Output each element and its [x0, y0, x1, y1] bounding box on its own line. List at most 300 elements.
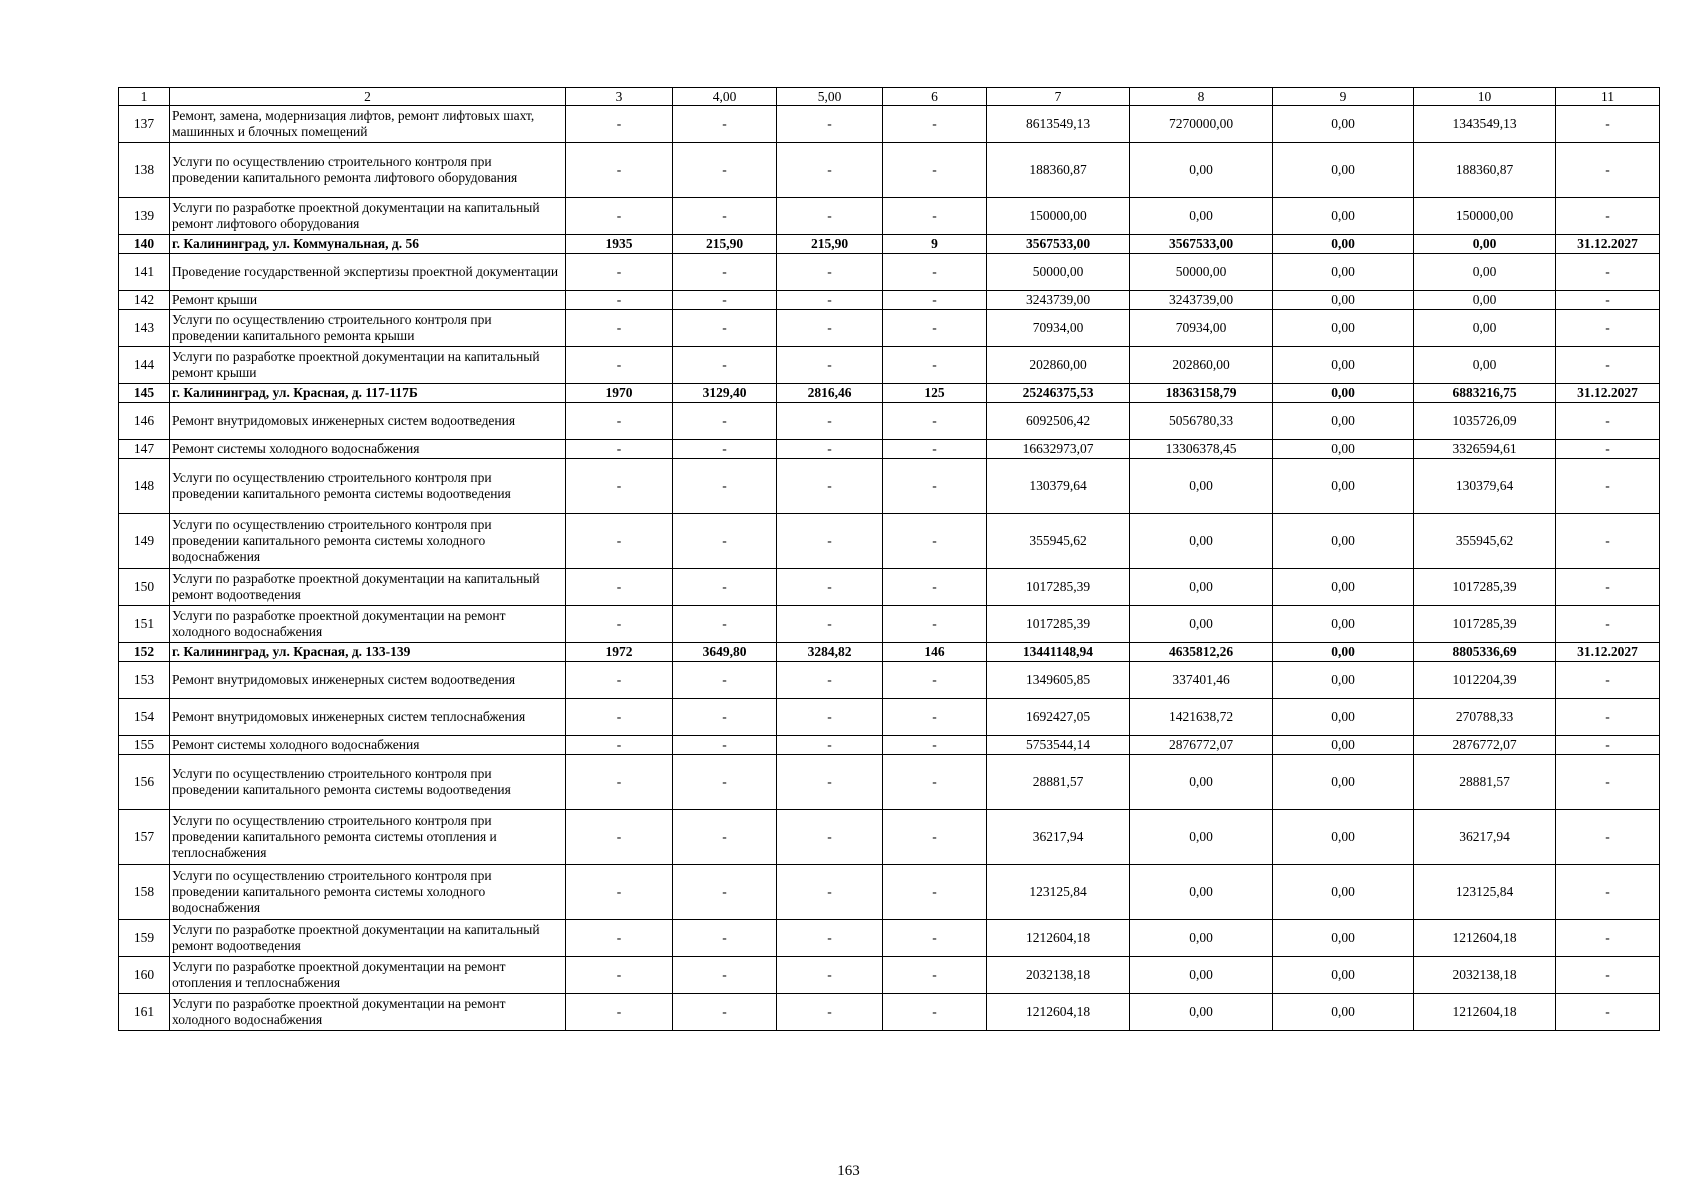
- row-number: 153: [119, 662, 170, 699]
- col-7-value: 3243739,00: [987, 291, 1130, 310]
- col-11-value: -: [1556, 310, 1660, 347]
- col-10-value: 1017285,39: [1414, 569, 1556, 606]
- header-col-3: 3: [566, 88, 673, 106]
- col-5-value: -: [777, 569, 883, 606]
- col-3-value: -: [566, 569, 673, 606]
- col-7-value: 1017285,39: [987, 569, 1130, 606]
- col-3-value: -: [566, 347, 673, 384]
- work-description: Ремонт внутридомовых инженерных систем водоотведения: [170, 662, 566, 699]
- work-description: г. Калининград, ул. Красная, д. 133-139: [170, 643, 566, 662]
- header-col-5: 5,00: [777, 88, 883, 106]
- col-9-value: 0,00: [1273, 347, 1414, 384]
- col-11-value: -: [1556, 810, 1660, 865]
- col-9-value: 0,00: [1273, 384, 1414, 403]
- work-description: Услуги по осуществлению строительного контроля при проведении капитального ремонта лифтового оборудования: [170, 143, 566, 198]
- col-11-value: -: [1556, 994, 1660, 1031]
- col-8-value: 0,00: [1130, 514, 1273, 569]
- col-5-value: -: [777, 514, 883, 569]
- address-row: [119, 384, 1660, 403]
- col-7-value: 3567533,00: [987, 235, 1130, 254]
- col-4-value: -: [673, 699, 777, 736]
- col-3-value: -: [566, 198, 673, 235]
- col-8-value: 0,00: [1130, 459, 1273, 514]
- row-number: 140: [119, 235, 170, 254]
- col-3-value: -: [566, 994, 673, 1031]
- col-6-value: -: [883, 920, 987, 957]
- row-number: 151: [119, 606, 170, 643]
- col-4-value: -: [673, 569, 777, 606]
- table-row: [119, 440, 1660, 459]
- col-4-value: -: [673, 291, 777, 310]
- col-7-value: 8613549,13: [987, 106, 1130, 143]
- col-11-value: -: [1556, 198, 1660, 235]
- col-10-value: 0,00: [1414, 347, 1556, 384]
- col-8-value: 0,00: [1130, 755, 1273, 810]
- row-number: 152: [119, 643, 170, 662]
- col-5-value: -: [777, 957, 883, 994]
- col-3-value: -: [566, 920, 673, 957]
- header-col-10: 10: [1414, 88, 1556, 106]
- col-9-value: 0,00: [1273, 403, 1414, 440]
- col-8-value: 3567533,00: [1130, 235, 1273, 254]
- col-10-value: 1017285,39: [1414, 606, 1556, 643]
- col-8-value: 70934,00: [1130, 310, 1273, 347]
- col-7-value: 5753544,14: [987, 736, 1130, 755]
- col-9-value: 0,00: [1273, 291, 1414, 310]
- header-col-1: 1: [119, 88, 170, 106]
- col-4-value: -: [673, 403, 777, 440]
- col-11-value: -: [1556, 143, 1660, 198]
- col-8-value: 0,00: [1130, 606, 1273, 643]
- table-body: [119, 106, 1660, 1031]
- col-8-value: 5056780,33: [1130, 403, 1273, 440]
- col-5-value: -: [777, 347, 883, 384]
- col-7-value: 2032138,18: [987, 957, 1130, 994]
- row-number: 146: [119, 403, 170, 440]
- row-number: 145: [119, 384, 170, 403]
- col-11-value: -: [1556, 569, 1660, 606]
- col-6-value: -: [883, 994, 987, 1031]
- col-7-value: 36217,94: [987, 810, 1130, 865]
- col-7-value: 123125,84: [987, 865, 1130, 920]
- col-9-value: 0,00: [1273, 606, 1414, 643]
- col-6-value: -: [883, 403, 987, 440]
- col-10-value: 0,00: [1414, 254, 1556, 291]
- row-number: 148: [119, 459, 170, 514]
- work-description: Услуги по осуществлению строительного контроля при проведении капитального ремонта системы холодного водоснабжения: [170, 865, 566, 920]
- col-4-value: -: [673, 198, 777, 235]
- row-number: 149: [119, 514, 170, 569]
- col-3-value: -: [566, 514, 673, 569]
- col-9-value: 0,00: [1273, 569, 1414, 606]
- col-9-value: 0,00: [1273, 459, 1414, 514]
- col-5-value: -: [777, 440, 883, 459]
- col-9-value: 0,00: [1273, 662, 1414, 699]
- col-11-value: -: [1556, 755, 1660, 810]
- work-description: Ремонт системы холодного водоснабжения: [170, 736, 566, 755]
- work-description: Ремонт, замена, модернизация лифтов, ремонт лифтовых шахт, машинных и блочных помещений: [170, 106, 566, 143]
- col-10-value: 1212604,18: [1414, 920, 1556, 957]
- col-8-value: 202860,00: [1130, 347, 1273, 384]
- col-9-value: 0,00: [1273, 235, 1414, 254]
- col-8-value: 1421638,72: [1130, 699, 1273, 736]
- col-6-value: -: [883, 143, 987, 198]
- col-3-value: 1970: [566, 384, 673, 403]
- col-6-value: -: [883, 198, 987, 235]
- col-3-value: -: [566, 755, 673, 810]
- col-3-value: -: [566, 310, 673, 347]
- col-8-value: 0,00: [1130, 865, 1273, 920]
- col-5-value: -: [777, 143, 883, 198]
- col-4-value: -: [673, 143, 777, 198]
- col-10-value: 188360,87: [1414, 143, 1556, 198]
- col-7-value: 150000,00: [987, 198, 1130, 235]
- row-number: 158: [119, 865, 170, 920]
- col-6-value: -: [883, 254, 987, 291]
- col-11-value: -: [1556, 957, 1660, 994]
- col-10-value: 2032138,18: [1414, 957, 1556, 994]
- col-4-value: -: [673, 254, 777, 291]
- col-6-value: -: [883, 459, 987, 514]
- col-5-value: -: [777, 310, 883, 347]
- table-row: [119, 347, 1660, 384]
- col-10-value: 8805336,69: [1414, 643, 1556, 662]
- col-3-value: -: [566, 440, 673, 459]
- col-4-value: -: [673, 514, 777, 569]
- col-6-value: -: [883, 291, 987, 310]
- col-3-value: -: [566, 459, 673, 514]
- address-row: [119, 643, 1660, 662]
- col-4-value: -: [673, 920, 777, 957]
- col-7-value: 202860,00: [987, 347, 1130, 384]
- row-number: 137: [119, 106, 170, 143]
- col-9-value: 0,00: [1273, 699, 1414, 736]
- col-7-value: 70934,00: [987, 310, 1130, 347]
- work-description: Проведение государственной экспертизы проектной документации: [170, 254, 566, 291]
- table-header-row: [119, 88, 1660, 106]
- col-8-value: 0,00: [1130, 198, 1273, 235]
- col-7-value: 25246375,53: [987, 384, 1130, 403]
- col-4-value: -: [673, 957, 777, 994]
- col-7-value: 16632973,07: [987, 440, 1130, 459]
- table-row: [119, 810, 1660, 865]
- work-description: г. Калининград, ул. Красная, д. 117-117Б: [170, 384, 566, 403]
- col-8-value: 50000,00: [1130, 254, 1273, 291]
- col-3-value: -: [566, 606, 673, 643]
- work-description: Услуги по разработке проектной документации на ремонт холодного водоснабжения: [170, 606, 566, 643]
- header-col-6: 6: [883, 88, 987, 106]
- col-10-value: 0,00: [1414, 291, 1556, 310]
- col-6-value: -: [883, 755, 987, 810]
- table-row: [119, 606, 1660, 643]
- col-11-value: -: [1556, 920, 1660, 957]
- col-7-value: 28881,57: [987, 755, 1130, 810]
- header-col-8: 8: [1130, 88, 1273, 106]
- col-5-value: 2816,46: [777, 384, 883, 403]
- col-7-value: 50000,00: [987, 254, 1130, 291]
- col-3-value: -: [566, 403, 673, 440]
- col-8-value: 4635812,26: [1130, 643, 1273, 662]
- col-10-value: 150000,00: [1414, 198, 1556, 235]
- col-11-value: -: [1556, 106, 1660, 143]
- table-row: [119, 198, 1660, 235]
- header-col-9: 9: [1273, 88, 1414, 106]
- col-5-value: -: [777, 291, 883, 310]
- col-3-value: -: [566, 662, 673, 699]
- col-5-value: 3284,82: [777, 643, 883, 662]
- col-11-value: -: [1556, 459, 1660, 514]
- col-10-value: 36217,94: [1414, 810, 1556, 865]
- col-8-value: 0,00: [1130, 810, 1273, 865]
- work-description: Услуги по разработке проектной документации на ремонт отопления и теплоснабжения: [170, 957, 566, 994]
- col-8-value: 7270000,00: [1130, 106, 1273, 143]
- table-row: [119, 143, 1660, 198]
- col-4-value: -: [673, 810, 777, 865]
- col-7-value: 355945,62: [987, 514, 1130, 569]
- col-4-value: -: [673, 347, 777, 384]
- col-3-value: 1972: [566, 643, 673, 662]
- col-9-value: 0,00: [1273, 106, 1414, 143]
- table-row: [119, 920, 1660, 957]
- col-3-value: -: [566, 106, 673, 143]
- col-9-value: 0,00: [1273, 643, 1414, 662]
- col-3-value: -: [566, 291, 673, 310]
- row-number: 144: [119, 347, 170, 384]
- col-11-value: -: [1556, 254, 1660, 291]
- col-4-value: 3129,40: [673, 384, 777, 403]
- work-description: Услуги по осуществлению строительного контроля при проведении капитального ремонта системы холодного водоснабжения: [170, 514, 566, 569]
- col-10-value: 1343549,13: [1414, 106, 1556, 143]
- row-number: 159: [119, 920, 170, 957]
- row-number: 155: [119, 736, 170, 755]
- col-7-value: 130379,64: [987, 459, 1130, 514]
- col-5-value: -: [777, 606, 883, 643]
- col-5-value: -: [777, 699, 883, 736]
- col-11-value: 31.12.2027: [1556, 384, 1660, 403]
- col-7-value: 1349605,85: [987, 662, 1130, 699]
- work-description: Услуги по осуществлению строительного контроля при проведении капитального ремонта системы водоотведения: [170, 755, 566, 810]
- address-row: [119, 235, 1660, 254]
- col-10-value: 3326594,61: [1414, 440, 1556, 459]
- table-row: [119, 662, 1660, 699]
- col-6-value: -: [883, 569, 987, 606]
- work-description: Услуги по разработке проектной документации на капитальный ремонт крыши: [170, 347, 566, 384]
- row-number: 161: [119, 994, 170, 1031]
- col-3-value: -: [566, 957, 673, 994]
- col-8-value: 0,00: [1130, 957, 1273, 994]
- col-5-value: -: [777, 198, 883, 235]
- header-col-11: 11: [1556, 88, 1660, 106]
- col-8-value: 13306378,45: [1130, 440, 1273, 459]
- col-5-value: -: [777, 662, 883, 699]
- col-3-value: -: [566, 736, 673, 755]
- col-9-value: 0,00: [1273, 755, 1414, 810]
- col-8-value: 18363158,79: [1130, 384, 1273, 403]
- row-number: 138: [119, 143, 170, 198]
- row-number: 141: [119, 254, 170, 291]
- col-4-value: -: [673, 459, 777, 514]
- header-col-7: 7: [987, 88, 1130, 106]
- col-9-value: 0,00: [1273, 514, 1414, 569]
- col-3-value: -: [566, 254, 673, 291]
- work-description: Услуги по осуществлению строительного контроля при проведении капитального ремонта крыши: [170, 310, 566, 347]
- document-sheet: [118, 87, 1659, 1031]
- col-7-value: 1212604,18: [987, 994, 1130, 1031]
- table-row: [119, 569, 1660, 606]
- col-10-value: 1035726,09: [1414, 403, 1556, 440]
- col-3-value: -: [566, 143, 673, 198]
- work-description: Услуги по разработке проектной документации на капитальный ремонт водоотведения: [170, 920, 566, 957]
- col-8-value: 3243739,00: [1130, 291, 1273, 310]
- col-6-value: -: [883, 310, 987, 347]
- col-7-value: 13441148,94: [987, 643, 1130, 662]
- col-6-value: -: [883, 865, 987, 920]
- col-7-value: 1692427,05: [987, 699, 1130, 736]
- col-3-value: -: [566, 865, 673, 920]
- col-4-value: 3649,80: [673, 643, 777, 662]
- row-number: 143: [119, 310, 170, 347]
- row-number: 147: [119, 440, 170, 459]
- col-5-value: -: [777, 736, 883, 755]
- col-4-value: 215,90: [673, 235, 777, 254]
- table-row: [119, 459, 1660, 514]
- col-6-value: 125: [883, 384, 987, 403]
- col-7-value: 188360,87: [987, 143, 1130, 198]
- col-10-value: 123125,84: [1414, 865, 1556, 920]
- row-number: 139: [119, 198, 170, 235]
- col-11-value: 31.12.2027: [1556, 643, 1660, 662]
- col-11-value: -: [1556, 736, 1660, 755]
- col-5-value: 215,90: [777, 235, 883, 254]
- col-10-value: 1012204,39: [1414, 662, 1556, 699]
- col-6-value: -: [883, 514, 987, 569]
- col-11-value: -: [1556, 347, 1660, 384]
- col-3-value: -: [566, 699, 673, 736]
- col-6-value: 9: [883, 235, 987, 254]
- col-6-value: -: [883, 347, 987, 384]
- repair-program-table: [118, 87, 1660, 1031]
- col-5-value: -: [777, 920, 883, 957]
- table-row: [119, 994, 1660, 1031]
- work-description: Услуги по осуществлению строительного контроля при проведении капитального ремонта системы водоотведения: [170, 459, 566, 514]
- col-10-value: 2876772,07: [1414, 736, 1556, 755]
- col-4-value: -: [673, 606, 777, 643]
- col-8-value: 2876772,07: [1130, 736, 1273, 755]
- col-9-value: 0,00: [1273, 254, 1414, 291]
- col-7-value: 1017285,39: [987, 606, 1130, 643]
- row-number: 156: [119, 755, 170, 810]
- row-number: 142: [119, 291, 170, 310]
- col-11-value: -: [1556, 440, 1660, 459]
- col-4-value: -: [673, 440, 777, 459]
- col-8-value: 0,00: [1130, 994, 1273, 1031]
- col-9-value: 0,00: [1273, 143, 1414, 198]
- col-6-value: -: [883, 957, 987, 994]
- work-description: Ремонт внутридомовых инженерных систем теплоснабжения: [170, 699, 566, 736]
- col-9-value: 0,00: [1273, 957, 1414, 994]
- table-row: [119, 755, 1660, 810]
- col-6-value: 146: [883, 643, 987, 662]
- col-9-value: 0,00: [1273, 810, 1414, 865]
- col-5-value: -: [777, 865, 883, 920]
- col-9-value: 0,00: [1273, 865, 1414, 920]
- col-8-value: 337401,46: [1130, 662, 1273, 699]
- col-11-value: -: [1556, 699, 1660, 736]
- col-3-value: -: [566, 810, 673, 865]
- col-6-value: -: [883, 810, 987, 865]
- col-10-value: 1212604,18: [1414, 994, 1556, 1031]
- col-10-value: 130379,64: [1414, 459, 1556, 514]
- col-9-value: 0,00: [1273, 994, 1414, 1031]
- col-9-value: 0,00: [1273, 736, 1414, 755]
- work-description: Ремонт системы холодного водоснабжения: [170, 440, 566, 459]
- col-10-value: 28881,57: [1414, 755, 1556, 810]
- header-col-2: 2: [170, 88, 566, 106]
- col-7-value: 1212604,18: [987, 920, 1130, 957]
- col-6-value: -: [883, 662, 987, 699]
- col-5-value: -: [777, 254, 883, 291]
- table-row: [119, 254, 1660, 291]
- col-6-value: -: [883, 106, 987, 143]
- col-5-value: -: [777, 994, 883, 1031]
- row-number: 157: [119, 810, 170, 865]
- col-4-value: -: [673, 865, 777, 920]
- col-4-value: -: [673, 736, 777, 755]
- work-description: Услуги по осуществлению строительного контроля при проведении капитального ремонта системы отопления и теплоснабжения: [170, 810, 566, 865]
- col-4-value: -: [673, 106, 777, 143]
- col-6-value: -: [883, 606, 987, 643]
- work-description: Услуги по разработке проектной документации на капитальный ремонт лифтового оборудования: [170, 198, 566, 235]
- work-description: Услуги по разработке проектной документации на капитальный ремонт водоотведения: [170, 569, 566, 606]
- col-11-value: -: [1556, 662, 1660, 699]
- work-description: Ремонт крыши: [170, 291, 566, 310]
- table-row: [119, 736, 1660, 755]
- table-row: [119, 865, 1660, 920]
- col-11-value: -: [1556, 865, 1660, 920]
- col-4-value: -: [673, 310, 777, 347]
- col-10-value: 0,00: [1414, 310, 1556, 347]
- col-10-value: 0,00: [1414, 235, 1556, 254]
- col-6-value: -: [883, 440, 987, 459]
- col-11-value: -: [1556, 514, 1660, 569]
- col-8-value: 0,00: [1130, 143, 1273, 198]
- table-row: [119, 514, 1660, 569]
- col-10-value: 270788,33: [1414, 699, 1556, 736]
- work-description: Ремонт внутридомовых инженерных систем водоотведения: [170, 403, 566, 440]
- table-row: [119, 106, 1660, 143]
- work-description: г. Калининград, ул. Коммунальная, д. 56: [170, 235, 566, 254]
- col-5-value: -: [777, 459, 883, 514]
- col-9-value: 0,00: [1273, 310, 1414, 347]
- col-8-value: 0,00: [1130, 569, 1273, 606]
- row-number: 154: [119, 699, 170, 736]
- table-row: [119, 957, 1660, 994]
- table-row: [119, 403, 1660, 440]
- row-number: 150: [119, 569, 170, 606]
- col-11-value: -: [1556, 606, 1660, 643]
- table-row: [119, 699, 1660, 736]
- header-col-4: 4,00: [673, 88, 777, 106]
- col-4-value: -: [673, 994, 777, 1031]
- col-11-value: -: [1556, 291, 1660, 310]
- col-9-value: 0,00: [1273, 198, 1414, 235]
- col-6-value: -: [883, 699, 987, 736]
- col-3-value: 1935: [566, 235, 673, 254]
- work-description: Услуги по разработке проектной документации на ремонт холодного водоснабжения: [170, 994, 566, 1031]
- col-9-value: 0,00: [1273, 440, 1414, 459]
- col-7-value: 6092506,42: [987, 403, 1130, 440]
- page-number: 163: [837, 1163, 860, 1179]
